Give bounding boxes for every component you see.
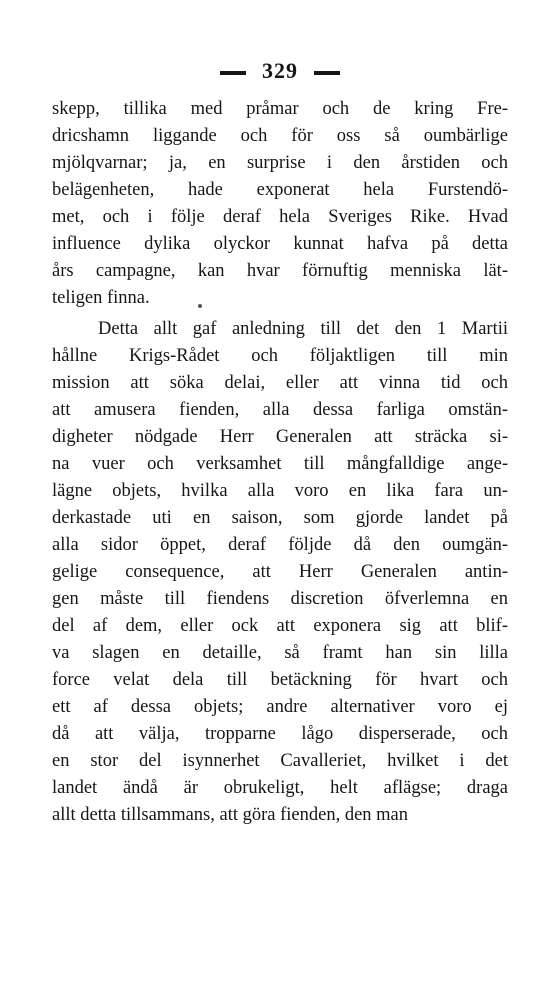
text-line: landet ändå är obrukeligt, helt aflägse; draga [52,778,508,798]
text-line: influence dylika olyckor kunnat hafva på detta [52,234,508,254]
text-line: va slagen en detaille, så framt han sin lilla [52,643,508,663]
text-line: na vuer och verksamhet till mångfalldige ange- [52,454,508,474]
text-line: digheter nödgade Herr Generalen att sträcka si- [52,427,508,447]
left-dash [220,71,246,75]
right-dash [314,71,340,75]
text-line: lägne objets, hvilka alla voro en lika fara un- [52,481,508,501]
text-line: års campagne, kan hvar förnuftig menniska lät- [52,261,508,281]
paragraph-1 [52,96,508,312]
text-line: att amusera fienden, alla dessa farliga omstän- [52,400,508,420]
text-line: allt detta tillsammans, att göra fienden, den man [52,805,409,825]
text-line: gen måste till fiendens discretion öfverlemna en [52,589,508,609]
page-header [0,58,560,84]
paragraph-2 [52,316,508,829]
text-line: force velat dela till betäckning för hvart och [52,670,508,690]
text-line: ett af dessa objets; andre alternativer voro ej [52,697,508,717]
text-line: då att välja, tropparne lågo disperserade, och [52,724,508,744]
text-line: Detta allt gaf anledning till det den 1 Martii [98,319,508,339]
text-line: teligen finna. [52,288,150,308]
text-line: met, och i följe deraf hela Sveriges Rike. Hvad [52,207,508,227]
page-number: 329 [262,58,298,83]
print-speck [198,304,202,308]
text-line: alla sidor öppet, deraf följde då den oumgän- [52,535,508,555]
text-line: mjölqvarnar; ja, en surprise i den årstiden och [52,153,508,173]
text-line: dricshamn liggande och för oss så oumbärlige [52,126,508,146]
text-line: en stor del isynnerhet Cavalleriet, hvilket i det [52,751,508,771]
text-line: belägenheten, hade exponerat hela Furstendö- [52,180,508,200]
text-line: del af dem, eller ock att exponera sig att blif- [52,616,508,636]
text-line: derkastade uti en saison, som gjorde landet på [52,508,508,528]
text-line: gelige consequence, att Herr Generalen antin- [52,562,508,582]
text-line: hållne Krigs-Rådet och följaktligen till min [52,346,508,366]
text-line: mission att söka delai, eller att vinna tid och [52,373,508,393]
text-line: skepp, tillika med pråmar och de kring Fre- [52,99,508,119]
